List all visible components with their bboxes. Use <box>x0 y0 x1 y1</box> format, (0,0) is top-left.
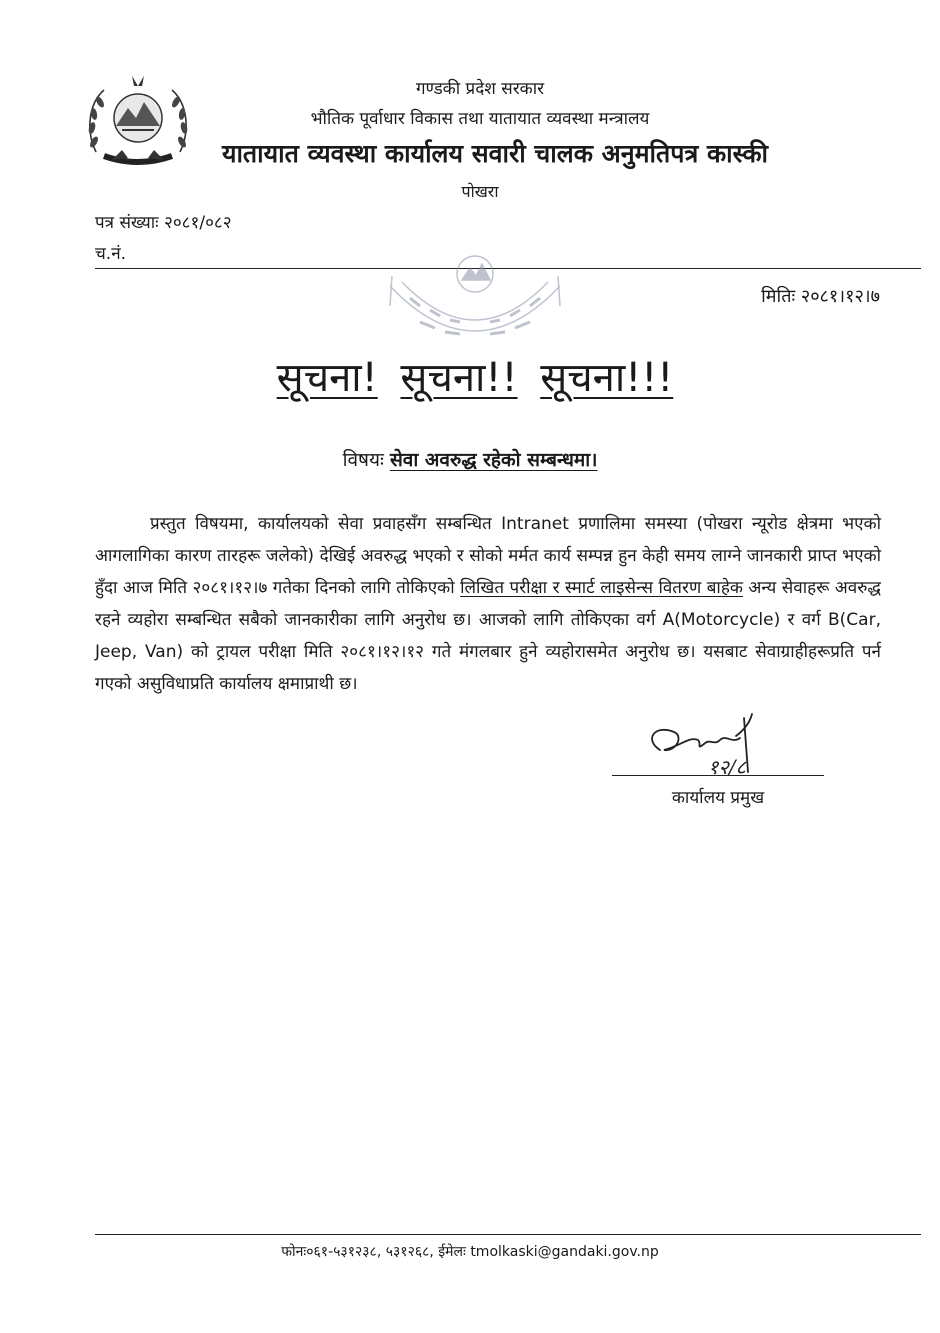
signature-icon <box>640 710 790 790</box>
office-name: यातायात व्यवस्था कार्यालय सवारी चालक अनुमतिपत्र कास्की <box>221 139 769 168</box>
subject-label: विषयः <box>342 449 384 471</box>
signatory-title: कार्यालय प्रमुख <box>671 788 765 808</box>
footer-divider <box>95 1234 921 1235</box>
footer-contact: फोनः०६१-५३१२३८, ५३१२६८, ईमेलः tmolkaski@gandaki.gov.np <box>281 1244 659 1260</box>
body-text-part1: प्रस्तुत विषयमा, कार्यालयको सेवा प्रवाहसँग सम्बन्धित Intranet प्रणालिमा समस्या (पोखरा न्यूरोड क्षेत्रमा भएको आगलागिका कारण तारहरू जलेको) देखिई अवरुद्ध भएको र सोको मर्मत कार्य सम्पन्न हुन केही समय लाग्ने जानकारी प्राप्त भएको हुँदा आज मिति २०८१।१२।७ गतेका दिनको लागि तोकिएको <box>95 514 881 598</box>
notice-word-3: सूचना!!! <box>540 355 674 401</box>
letter-number: पत्र संख्याः २०८१/०८२ <box>95 213 232 233</box>
government-name: गण्डकी प्रदेश सरकार <box>415 79 545 99</box>
notice-heading <box>0 348 940 403</box>
signature-line <box>612 775 824 776</box>
office-city: पोखरा <box>461 182 499 201</box>
ministry-name: भौतिक पूर्वाधार विकास तथा यातायात व्यवस्था मन्त्रालय <box>310 109 650 129</box>
notice-word-1: सूचना! <box>276 355 378 401</box>
office-seal-icon <box>380 246 570 356</box>
signature-date: १२/८ <box>708 755 746 779</box>
subject-line <box>0 446 940 472</box>
dispatch-number: च.नं. <box>95 244 127 264</box>
subject-text: सेवा अवरुद्ध रहेको सम्बन्धमा। <box>389 449 598 471</box>
body-underlined-text: लिखित परीक्षा र स्मार्ट लाइसेन्स वितरण बाहेक <box>460 578 743 598</box>
notice-body <box>95 508 881 700</box>
issue-date: मितिः २०८१।१२।७ <box>761 286 880 307</box>
body-text-part2: अन्य सेवाहरू अवरुद्ध रहने व्यहोरा सम्बन्धित सबैको जानकारीका लागि अनुरोध छ। आजको लागि तोकिएका वर्ग A(Motorcycle) र वर्ग B(Car, Jeep, Van) को ट्रायल परीक्षा मिति २०८१।१२।१२ गते मंगलबार हुने व्यहोरासमेत अनुरोध छ। यसबाट सेवाग्राहीहरूप्रति पर्न गएको असुविधाप्रति कार्यालय क्षमाप्राथी छ। <box>95 578 881 694</box>
notice-word-2: सूचना!! <box>400 355 518 401</box>
body-paragraph <box>95 508 881 700</box>
